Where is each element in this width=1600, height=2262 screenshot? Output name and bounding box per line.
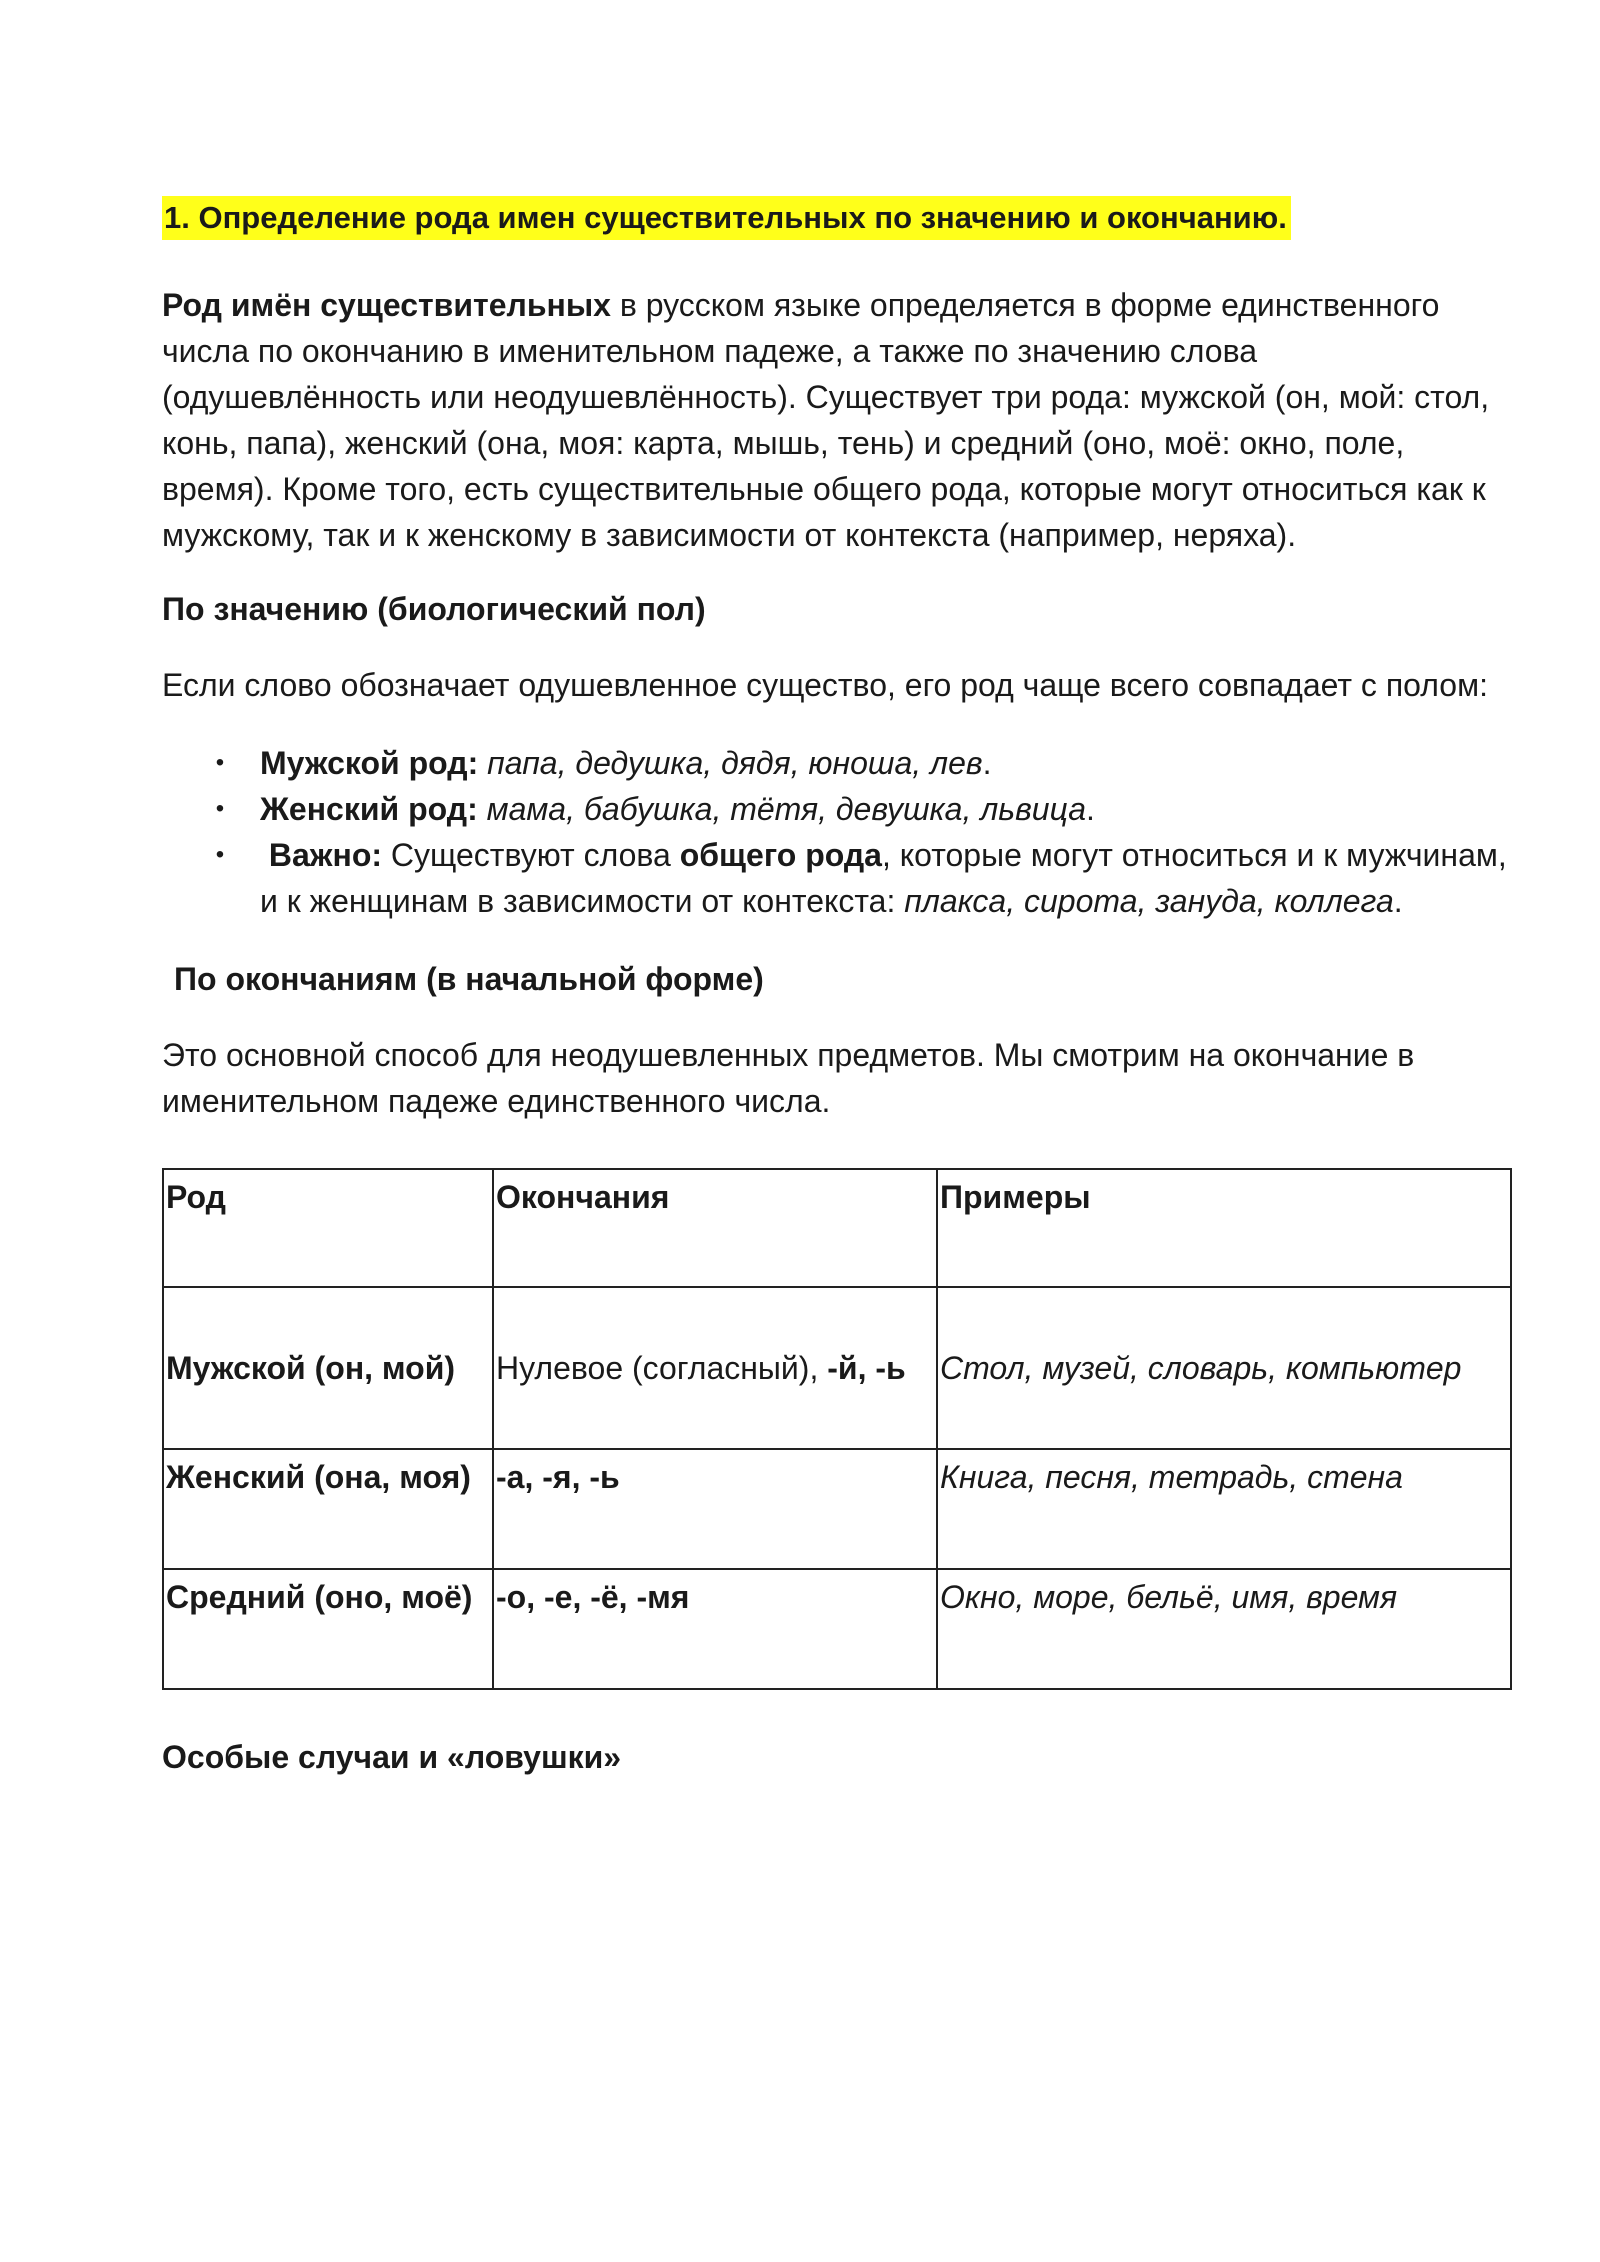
intro-text: в русском языке определяется в форме единственного числа по окончанию в именительном падеже, а также по значению слова (одушевлённость или неодушевлённость). Существует три рода: мужской (он, мой: стол, конь, папа), женский (она, моя: карта, мышь, тень) и средний (оно, моё: окно, поле, время). Кроме того, есть существительные общего рода, которые могут относиться как к мужскому, так и к женскому в зависимости от контекста (например, неряха). xyxy=(162,287,1490,553)
examples-cell: Окно, море, бельё, имя, время xyxy=(937,1569,1511,1689)
bullet-icon: • xyxy=(215,841,225,868)
table-header-endings: Окончания xyxy=(493,1169,937,1287)
table-row xyxy=(163,1449,1511,1569)
bullet-label: Женский род: xyxy=(260,791,478,827)
highlighted-heading: 1. Определение рода имен существительных по значению и окончанию. xyxy=(162,196,1291,240)
bullet-icon: • xyxy=(215,795,225,822)
endings-cell xyxy=(493,1569,937,1689)
endings-plain: Нулевое (согласный), xyxy=(496,1350,828,1386)
table-header-gender: Род xyxy=(163,1169,493,1287)
gender-cell: Мужской (он, мой) xyxy=(163,1287,493,1449)
important-text-after: , которые могут относиться и к мужчинам, и к женщинам в зависимости от контекста: xyxy=(260,837,1507,919)
examples-cell: Книга, песня, тетрадь, стена xyxy=(937,1449,1511,1569)
bullet-examples: папа, дедушка, дядя, юноша, лев xyxy=(487,745,983,781)
examples-cell: Стол, музей, словарь, компьютер xyxy=(937,1287,1511,1449)
table-row xyxy=(163,1569,1511,1689)
subheading-special-cases: Особые случаи и «ловушки» xyxy=(162,1739,622,1775)
important-bold-term: общего рода xyxy=(679,837,882,873)
important-end: . xyxy=(1393,883,1403,919)
gender-endings-table xyxy=(162,1168,1512,1690)
table-header-examples: Примеры xyxy=(937,1169,1511,1287)
list-item xyxy=(162,740,1512,786)
document-content xyxy=(162,196,1512,1780)
meaning-bullet-list xyxy=(162,740,1512,924)
table-header-row xyxy=(163,1169,1511,1287)
meaning-paragraph: Если слово обозначает одушевленное существо, его род чаще всего совпадает с полом: xyxy=(162,667,1488,703)
bullet-end: . xyxy=(982,745,992,781)
gender-cell: Женский (она, моя) xyxy=(163,1449,493,1569)
section-heading xyxy=(162,196,1512,240)
important-examples: плакса, сирота, зануда, коллега xyxy=(904,883,1394,919)
endings-paragraph: Это основной способ для неодушевленных предметов. Мы смотрим на окончание в именительном падеже единственного числа. xyxy=(162,1037,1415,1119)
intro-paragraph xyxy=(162,282,1512,558)
bullet-examples: мама, бабушка, тётя, девушка, львица xyxy=(486,791,1087,827)
endings-bold: -а, -я, -ь xyxy=(496,1459,620,1495)
subheading-endings: По окончаниям (в начальной форме) xyxy=(174,961,764,997)
endings-cell xyxy=(493,1287,937,1449)
subheading-meaning: По значению (биологический пол) xyxy=(162,591,706,627)
list-item-important xyxy=(162,832,1512,924)
bullet-end: . xyxy=(1086,791,1095,827)
table-row xyxy=(163,1287,1511,1449)
important-label: Важно: xyxy=(268,837,383,873)
gender-cell: Средний (оно, моё) xyxy=(163,1569,493,1689)
bullet-icon: • xyxy=(215,749,225,776)
list-item xyxy=(162,786,1512,832)
bullet-label: Мужской род: xyxy=(260,745,479,781)
endings-bold: -й, -ь xyxy=(827,1350,906,1386)
endings-cell xyxy=(493,1449,937,1569)
intro-bold-lead: Род имён существительных xyxy=(162,287,611,323)
important-text-before: Существуют слова xyxy=(382,837,680,873)
endings-bold: -о, -е, -ё, -мя xyxy=(496,1579,690,1615)
